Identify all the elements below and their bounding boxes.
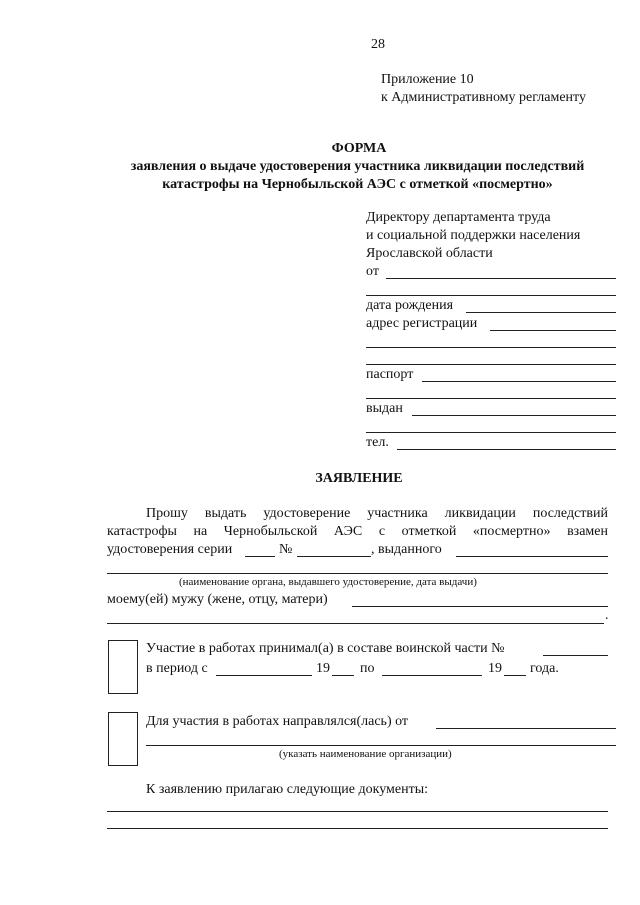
organization-caption: (указать наименование организации) [279,748,452,760]
option-organization-checkbox[interactable] [108,712,138,766]
issuer-field[interactable] [107,573,608,574]
appendix-line-2: к Административному регламенту [381,90,586,105]
year-to-field[interactable] [504,675,526,676]
issued-by-label: , выданного [371,542,442,557]
attachments-field-line-1[interactable] [107,811,608,812]
relation-end-period: . [605,608,609,623]
address-label: адрес регистрации [366,316,478,331]
phone-label: тел. [366,435,389,450]
address-field-line-3[interactable] [366,364,616,365]
from-field-continued[interactable] [366,295,616,296]
period-to-label: по [360,661,375,676]
year-from-field[interactable] [332,675,354,676]
phone-field[interactable] [397,449,616,450]
birth-date-label: дата рождения [366,298,454,313]
form-heading: ФОРМА [331,141,387,156]
attachments-field-line-2[interactable] [107,828,608,829]
year-suffix: года. [530,661,559,676]
statement-para-line-2: катастрофы на Чернобыльской АЭС с отметкой «посмертно» взамен [107,524,608,539]
organization-label: Для участия в работах направлялся(лась) от [146,714,409,729]
issued-by-field[interactable] [456,556,608,557]
military-unit-field[interactable] [543,655,608,656]
statement-heading: ЗАЯВЛЕНИЕ [315,471,403,486]
organization-field[interactable] [436,728,616,729]
year-prefix-from: 19 [316,661,330,676]
from-field[interactable] [386,278,616,279]
relation-field-line-2[interactable] [107,623,604,624]
issued-label: выдан [366,401,403,416]
series-field[interactable] [245,556,275,557]
relation-field[interactable] [352,606,608,607]
option-military-unit-checkbox[interactable] [108,640,138,694]
addressee-line-3: Ярославской области [366,246,493,261]
period-from-field[interactable] [216,675,312,676]
series-label: удостоверения серии [107,542,233,557]
passport-field[interactable] [422,381,616,382]
address-field[interactable] [490,330,616,331]
issued-field[interactable] [412,415,616,416]
number-field[interactable] [297,556,371,557]
appendix-line-1: Приложение 10 [381,72,474,87]
issuer-caption: (наименование органа, выдавшего удостоверение, дата выдачи) [179,576,477,588]
page-number: 28 [371,37,385,52]
birth-date-field[interactable] [466,312,616,313]
passport-label: паспорт [366,367,414,382]
form-title-line-2: катастрофы на Чернобыльской АЭС с отметкой «посмертно» [162,177,553,192]
military-unit-label: Участие в работах принимал(а) в составе воинской части № [146,641,505,656]
number-label: № [279,542,293,557]
issued-field-line-2[interactable] [366,432,616,433]
period-from-label: в период с [146,661,208,676]
relation-label: моему(ей) мужу (жене, отцу, матери) [107,592,328,607]
attachments-label: К заявлению прилагаю следующие документы: [146,782,429,797]
period-to-field[interactable] [382,675,482,676]
from-label: от [366,264,379,279]
statement-para-line-1: Прошу выдать удостоверение участника ликвидации последствий [146,506,608,521]
addressee-line-1: Директору департамента труда [366,210,551,225]
year-prefix-to: 19 [488,661,502,676]
organization-field-line-2[interactable] [146,745,616,746]
address-field-line-2[interactable] [366,347,616,348]
passport-field-line-2[interactable] [366,398,616,399]
addressee-line-2: и социальной поддержки населения [366,228,581,243]
form-title-line-1: заявления о выдаче удостоверения участника ликвидации последствий [130,159,585,174]
